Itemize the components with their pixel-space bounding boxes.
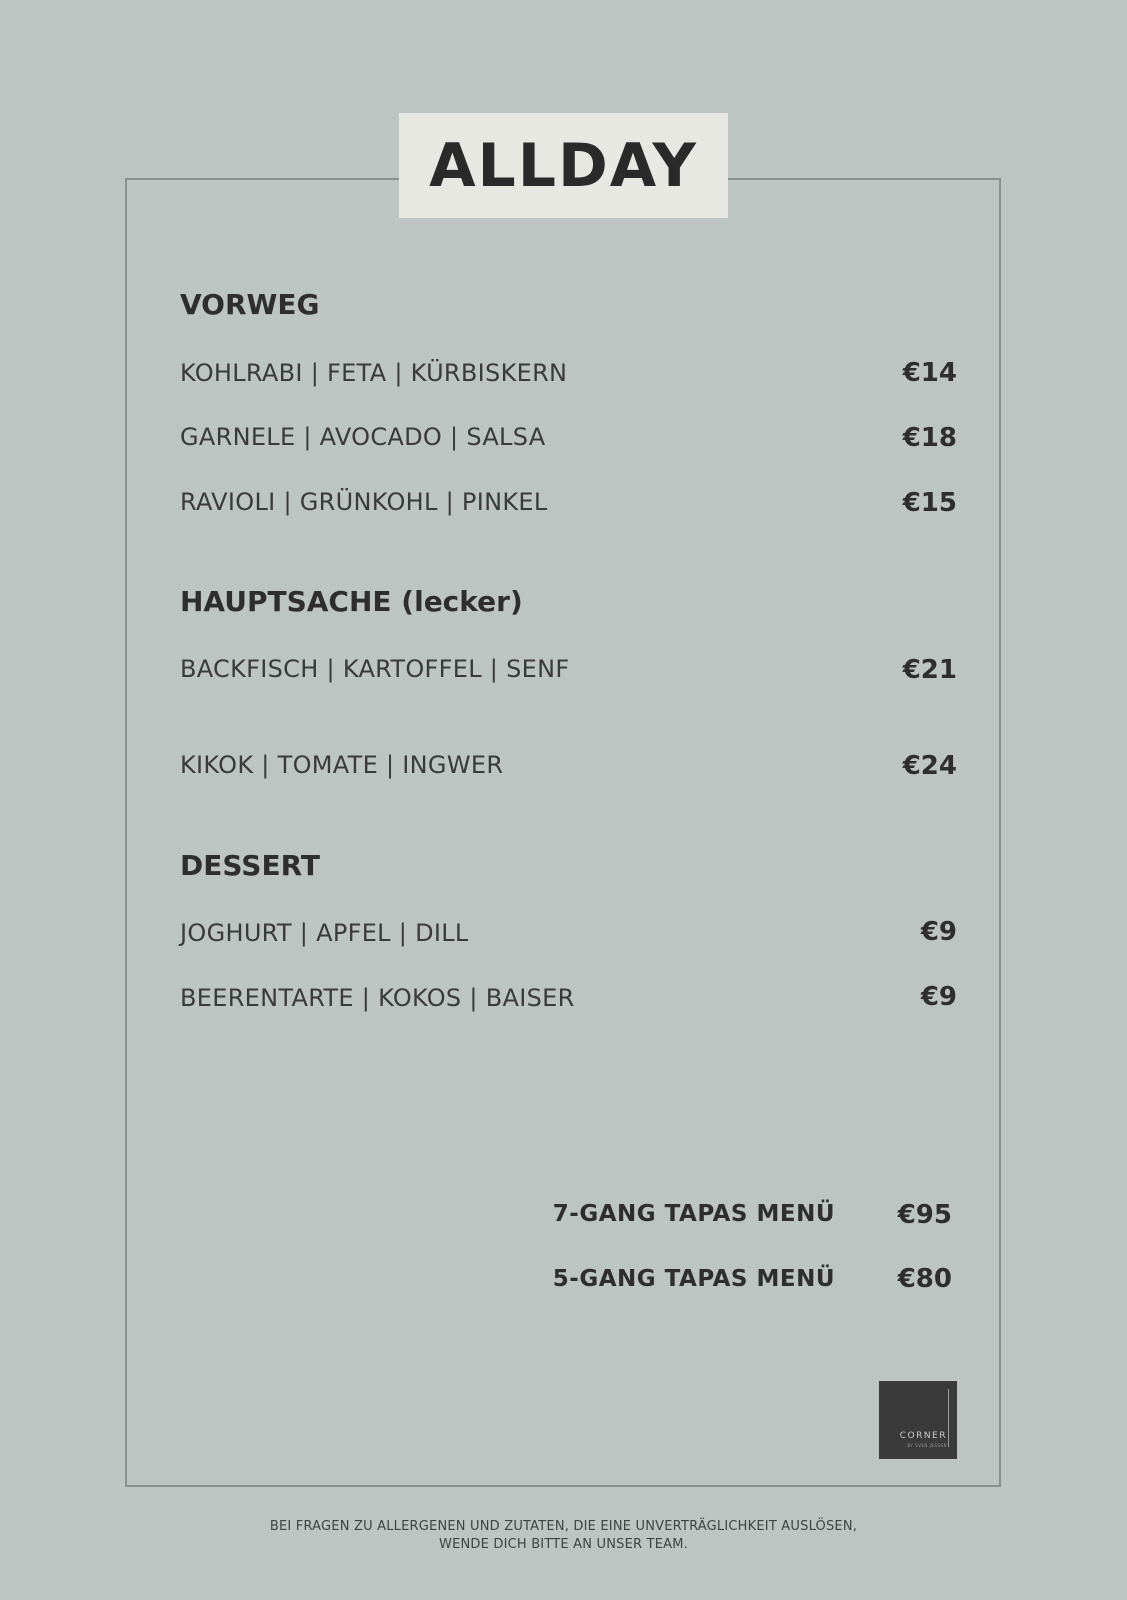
tasting-menu-price: €95 [897, 1200, 952, 1230]
menu-item-name: BEERENTARTE | KOKOS | BAISER [180, 984, 575, 1012]
menu-item-name: GARNELE | AVOCADO | SALSA [180, 423, 546, 451]
allergen-notice-line-1: BEI FRAGEN ZU ALLERGENEN UND ZUTATEN, DIE EINE UNVERTRÄGLICHKEIT AUSLÖSEN, [269, 1519, 858, 1534]
menu-item-name: KIKOK | TOMATE | INGWER [180, 751, 504, 779]
section-heading-hauptsache: HAUPTSACHE (lecker) [180, 585, 523, 618]
allergen-notice-line-2: WENDE DICH BITTE AN UNSER TEAM. [439, 1537, 688, 1552]
menu-item-price: €9 [920, 982, 957, 1012]
menu-item-price: €24 [902, 751, 957, 781]
menu-item-name: JOGHURT | APFEL | DILL [180, 919, 469, 947]
logo-text: CORNER [899, 1431, 947, 1441]
menu-item-price: €18 [902, 423, 957, 453]
logo-subtext: BY SVEN JESSEN [907, 1443, 947, 1448]
allergen-notice [0, 1518, 1127, 1554]
menu-item-price: €9 [920, 917, 957, 947]
menu-item-name: BACKFISCH | KARTOFFEL | SENF [180, 655, 570, 683]
menu-item-name: KOHLRABI | FETA | KÜRBISKERN [180, 359, 568, 387]
tasting-menu-name: 7-GANG TAPAS MENÜ [552, 1201, 835, 1227]
menu-item-price: €15 [902, 488, 957, 518]
title-box [399, 113, 728, 218]
menu-item-price: €21 [902, 655, 957, 685]
section-heading-vorweg: VORWEG [180, 288, 320, 321]
section-heading-dessert: DESSERT [180, 849, 320, 882]
menu-item-price: €14 [902, 358, 957, 388]
menu-item-name: RAVIOLI | GRÜNKOHL | PINKEL [180, 488, 548, 516]
tasting-menu-price: €80 [897, 1264, 952, 1294]
corner-logo [879, 1381, 957, 1459]
tasting-menu-name: 5-GANG TAPAS MENÜ [552, 1266, 835, 1292]
menu-title: ALLDAY [429, 130, 698, 201]
logo-accent-line [948, 1389, 949, 1447]
